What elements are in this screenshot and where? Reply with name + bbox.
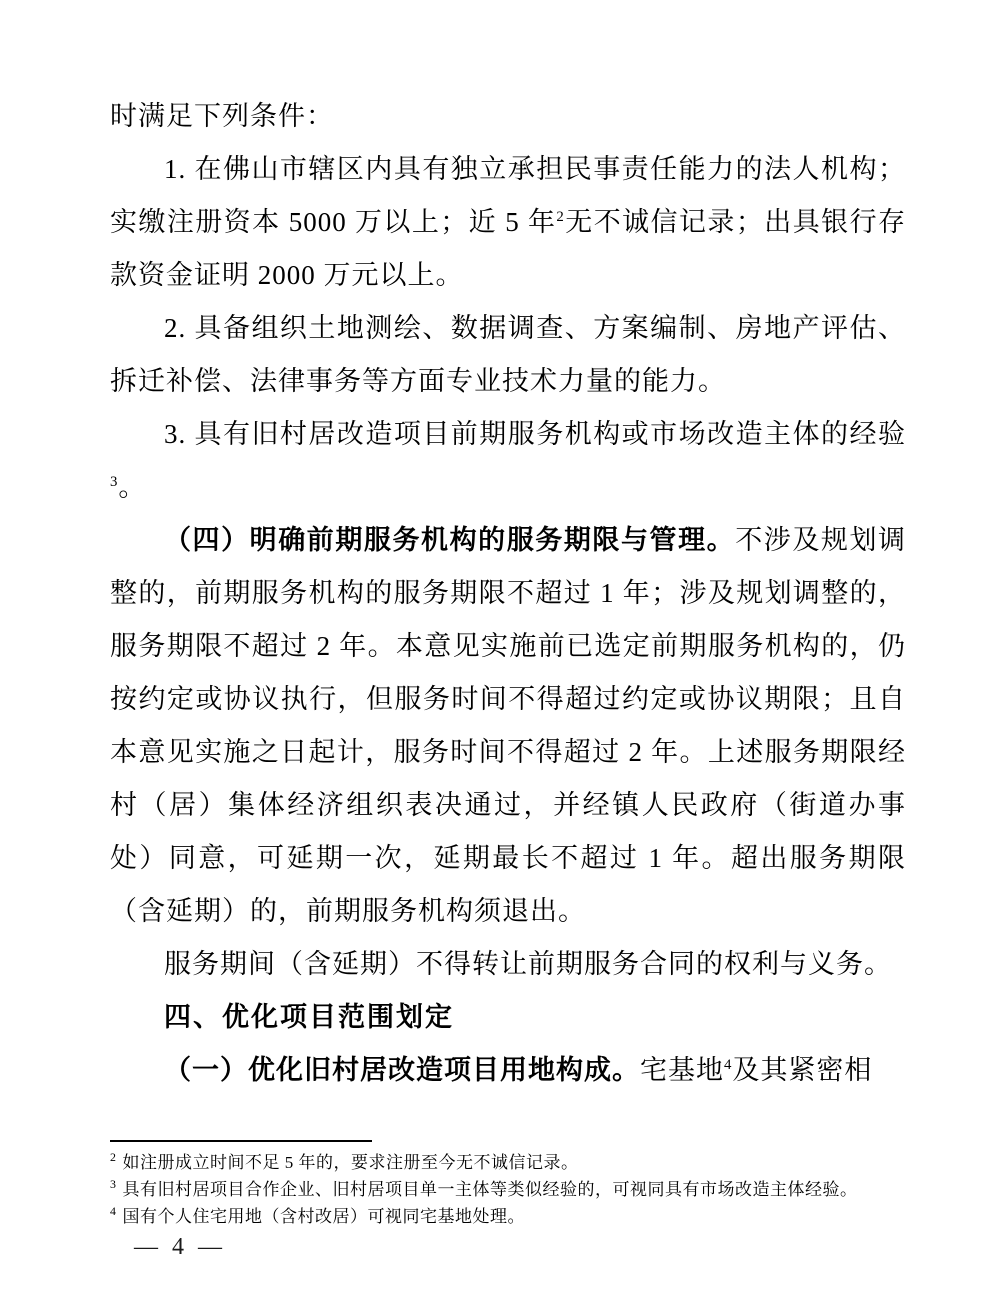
text-segment: 宅基地 [640, 1055, 724, 1085]
paragraph-condition-item-2 [110, 302, 906, 408]
footnote-2 [110, 1149, 910, 1176]
page-number: — 4 — [134, 1234, 226, 1260]
paragraph-condition-item-3 [110, 408, 906, 514]
footnote-4 [110, 1203, 910, 1230]
footnote-marker: 2 [110, 1150, 117, 1165]
text-segment: 2. 具备组织土地测绘、数据调查、方案编制、房地产评估、拆迁补偿、法律事务等方面专业技术力量的能力。 [110, 313, 906, 396]
footnote-reference-marker: 3 [110, 474, 119, 490]
heading-text-segment: （四）明确前期服务机构的服务期限与管理。 [164, 525, 736, 555]
footnote-marker: 3 [110, 1177, 117, 1192]
footnote-text: 具有旧村居项目合作企业、旧村居项目单一主体等类似经验的，可视同具有市场改造主体经验。 [122, 1180, 858, 1199]
footnote-text: 如注册成立时间不足 5 年的，要求注册至今无不诚信记录。 [122, 1153, 579, 1172]
heading-text-segment: 四、优化项目范围划定 [164, 1002, 454, 1032]
paragraph-section-heading-4 [110, 991, 906, 1044]
footnote-3 [110, 1176, 910, 1203]
footnote-reference-marker: 2 [556, 209, 565, 225]
footnote-marker: 4 [110, 1204, 117, 1219]
text-segment: 及其紧密相 [732, 1055, 873, 1085]
text-segment: 3. 具有旧村居改造项目前期服务机构或市场改造主体的经验 [164, 419, 906, 449]
text-segment: 。 [118, 472, 147, 502]
text-segment: 无不诚信记录；出具银行存款资金证明 2000 万元以上。 [110, 207, 907, 290]
paragraph-subsection-si-service-term [110, 514, 906, 938]
footnote-text: 国有个人住宅用地（含村改居）可视同宅基地处理。 [122, 1207, 525, 1226]
footnote-reference-marker: 4 [724, 1057, 733, 1073]
text-segment: 1. 在佛山市辖区内具有独立承担民事责任能力的法人机构；实缴注册资本 5000 万以上；近 5 年 [110, 154, 906, 237]
paragraph-service-transfer-rule [110, 938, 906, 991]
text-segment: 服务期间（含延期）不得转让前期服务合同的权利与义务。 [164, 949, 892, 979]
text-segment: 时满足下列条件： [110, 101, 334, 131]
document-body [110, 90, 906, 1097]
text-segment: 不涉及规划调整的，前期服务机构的服务期限不超过 1 年；涉及规划调整的，服务期限不超过 2 年。本意见实施前已选定前期服务机构的，仍按约定或协议执行，但服务时间不得超过约定或协议期限；且自本意见实施之日起计，服务时间不得超过 2 年。上述服务期限经村（居）集体经济组织表决通过，并经镇人民政府（街道办事处）同意，可延期一次，延期最长不超过 1 年。超出服务期限（含延期）的，前期服务机构须退出。 [110, 525, 907, 926]
paragraph-condition-item-1 [110, 143, 906, 302]
paragraph-continuation-line [110, 90, 906, 143]
paragraph-subsection-yi-land-composition [110, 1044, 906, 1097]
footnote-separator-line [110, 1140, 372, 1142]
footnote-list [110, 1149, 910, 1230]
footnote-section [110, 1140, 910, 1230]
heading-text-segment: （一）优化旧村居改造项目用地构成。 [164, 1055, 640, 1085]
